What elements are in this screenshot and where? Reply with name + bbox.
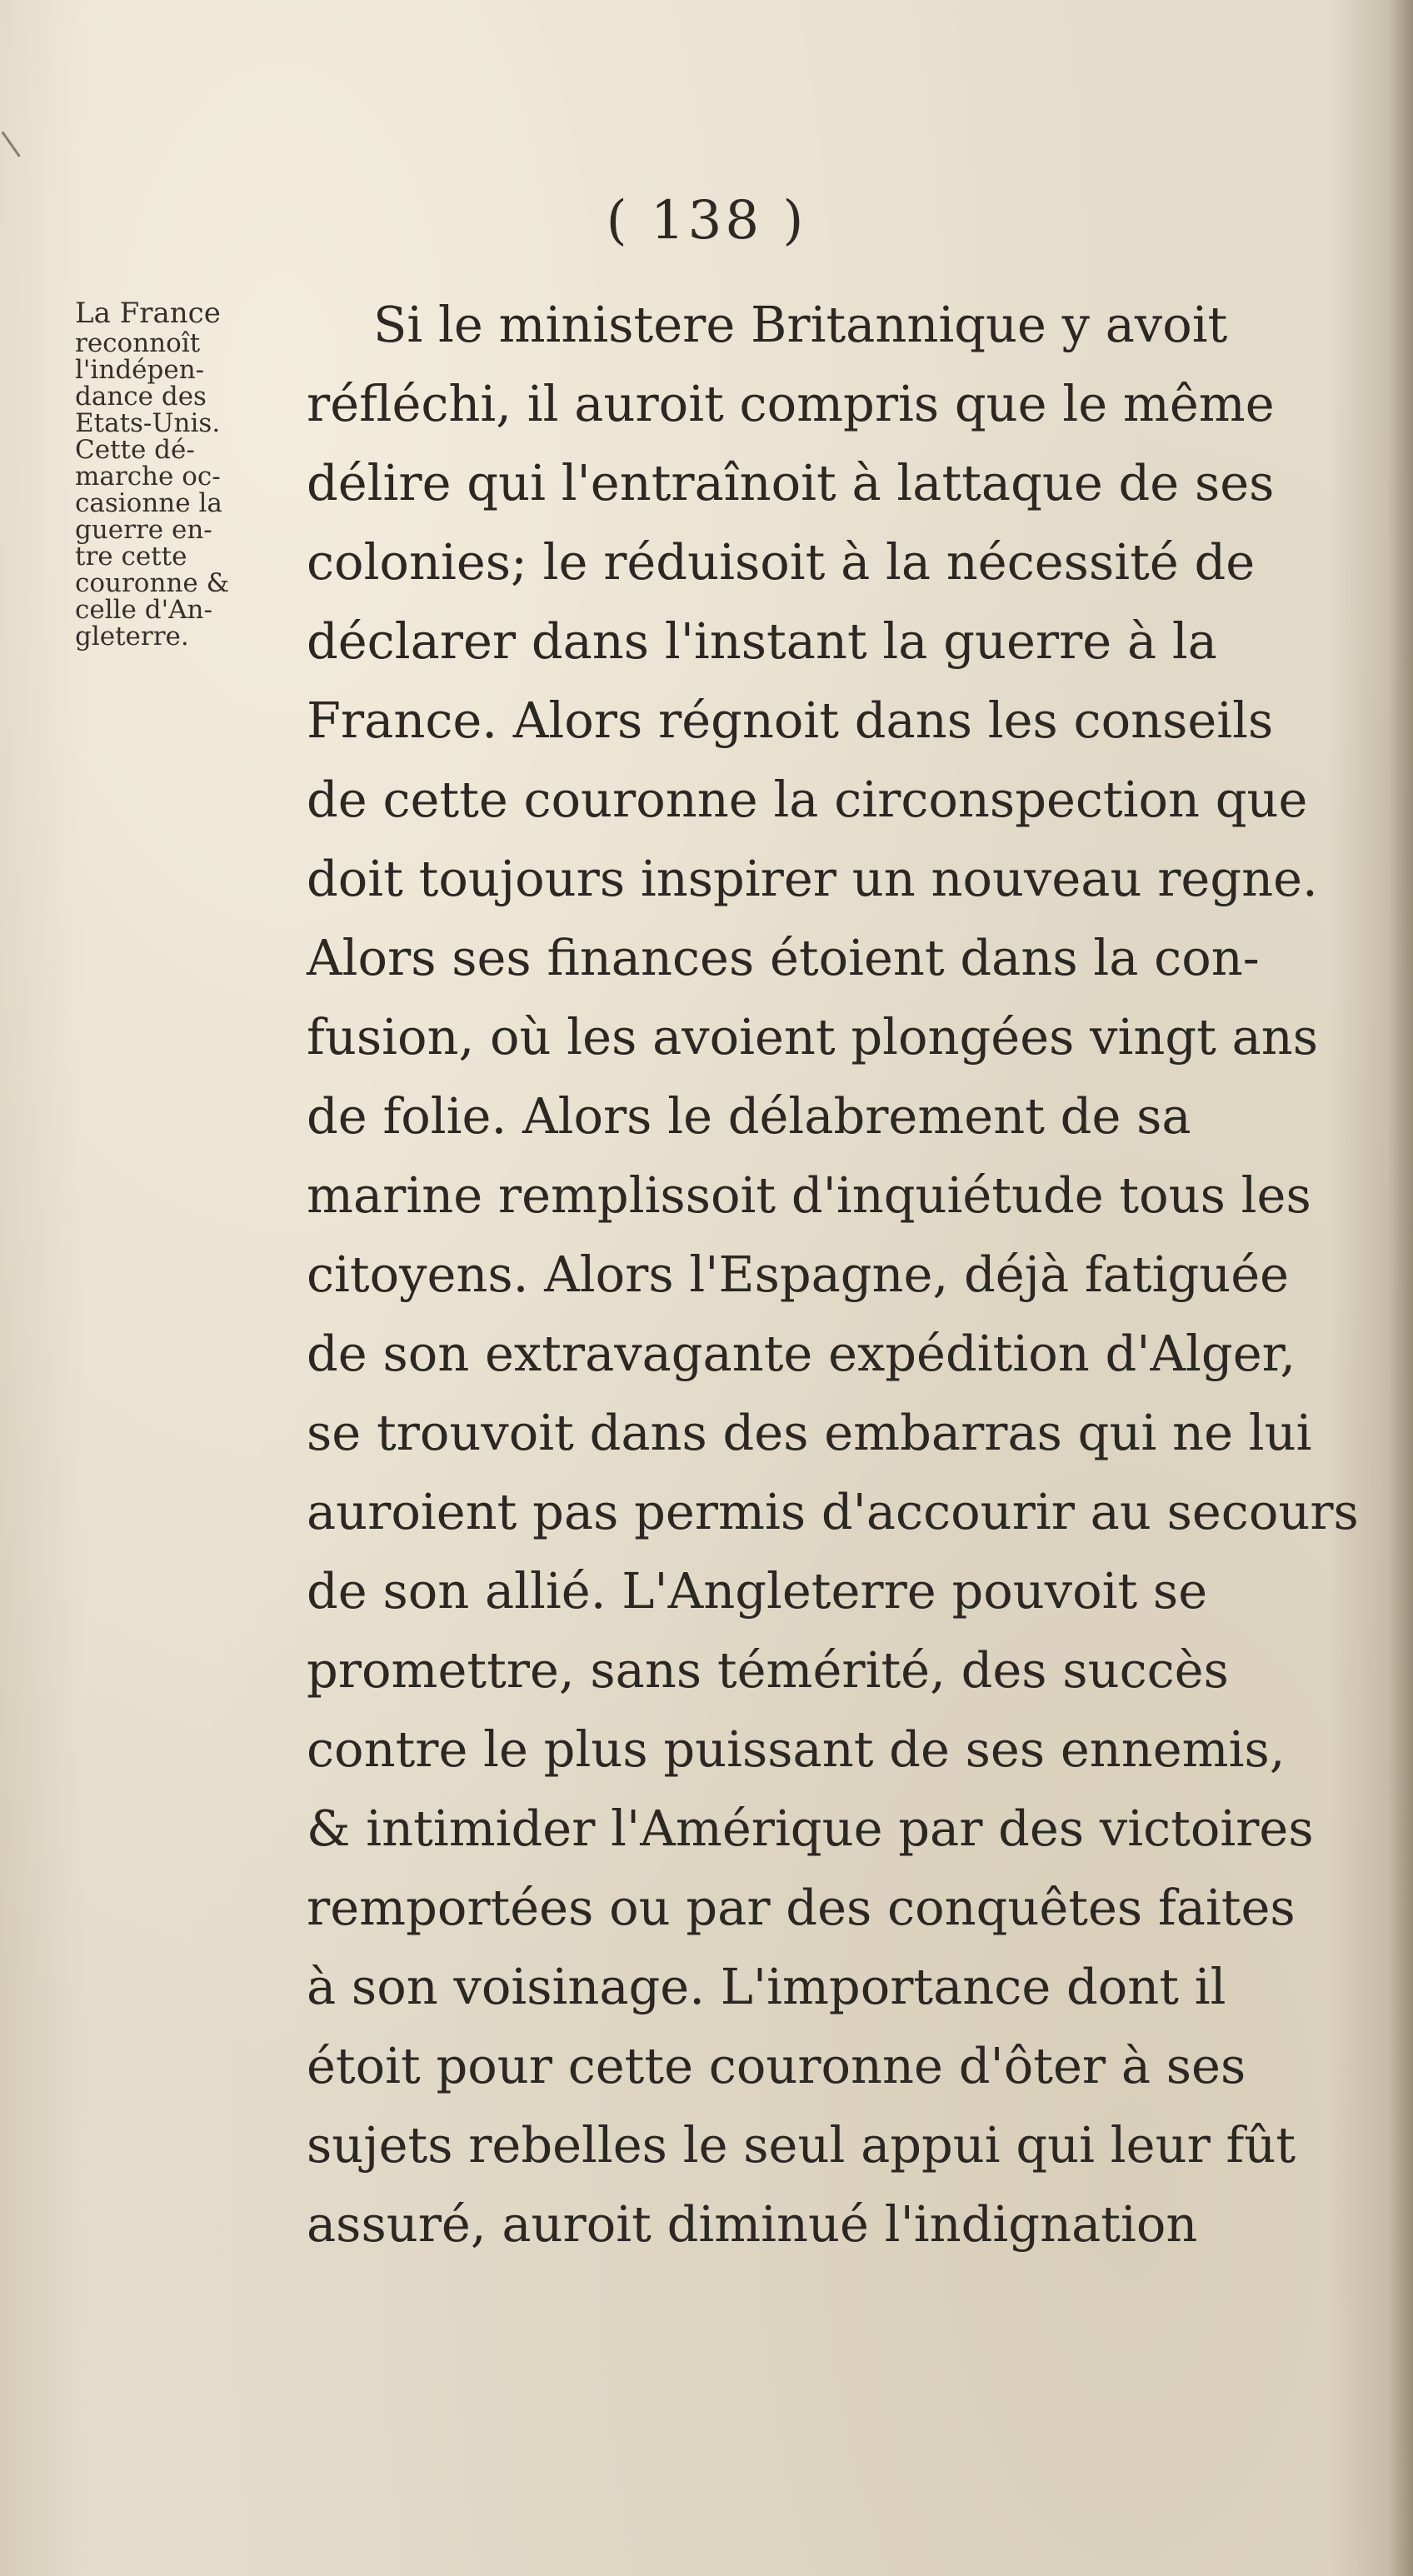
margin-note-line: guerre en- (75, 515, 212, 545)
margin-note (75, 297, 292, 651)
text-line: sujets rebelles le seul appui qui leur fût (307, 2116, 1296, 2174)
text-line: déclarer dans l'instant la guerre à la (307, 612, 1217, 670)
page-edge-shadow (1388, 0, 1413, 2576)
text-line: Si le ministere Britannique y avoit (373, 296, 1228, 353)
margin-note-line: Cette dé- (75, 435, 195, 465)
margin-note-line: gleterre. (75, 622, 189, 651)
margin-note-line: tre cette (75, 542, 187, 572)
margin-note-line: Etats-Unis. (75, 408, 221, 438)
text-line: réfléchi, il auroit compris que le même (307, 375, 1275, 432)
page-number: ( 138 ) (606, 190, 807, 252)
margin-note-line: reconnoît (75, 328, 201, 358)
text-line: & intimider l'Amérique par des victoires (307, 1800, 1314, 1857)
margin-note-line: marche oc- (75, 462, 221, 492)
text-line: à son voisinage. L'importance dont il (307, 1958, 1226, 2015)
margin-note-line: dance des (75, 382, 207, 412)
text-line: fusion, où les avoient plongées vingt ans (307, 1008, 1319, 1066)
margin-note-line: l'indépen- (75, 355, 205, 385)
text-line: colonies; le réduisoit à la nécessité de (307, 533, 1256, 591)
text-line: de cette couronne la circonspection que (307, 771, 1308, 828)
text-line: marine remplissoit d'inquiétude tous les (307, 1166, 1311, 1224)
margin-note-line: couronne & (75, 568, 230, 598)
margin-note-line: La France (75, 297, 221, 330)
text-line: de son allié. L'Angleterre pouvoit se (307, 1562, 1208, 1620)
text-line: étoit pour cette couronne d'ôter à ses (307, 2037, 1246, 2094)
text-line: contre le plus puissant de ses ennemis, (307, 1720, 1286, 1778)
text-line: auroient pas permis d'accourir au secours (307, 1483, 1359, 1540)
text-line: Alors ses finances étoient dans la con- (307, 929, 1260, 986)
text-line: de folie. Alors le délabrement de sa (307, 1087, 1191, 1145)
text-line: promettre, sans témérité, des succès (307, 1641, 1229, 1699)
text-line: de son extravagante expédition d'Alger, (307, 1325, 1296, 1382)
margin-note-line: celle d'An- (75, 595, 212, 625)
body-text (307, 285, 1365, 2264)
text-line: France. Alors régnoit dans les conseils (307, 691, 1274, 749)
text-line: doit toujours inspirer un nouveau regne. (307, 850, 1318, 907)
text-line: citoyens. Alors l'Espagne, déjà fatiguée (307, 1246, 1290, 1303)
text-line: assuré, auroit diminué l'indignation (307, 2195, 1198, 2253)
margin-note-line: casionne la (75, 488, 222, 518)
text-line: se trouvoit dans des embarras qui ne lui (307, 1404, 1312, 1461)
text-line: délire qui l'entraînoit à lattaque de ses (307, 454, 1275, 512)
ink-mark (2, 122, 33, 157)
text-line: remportées ou par des conquêtes faites (307, 1879, 1296, 1936)
